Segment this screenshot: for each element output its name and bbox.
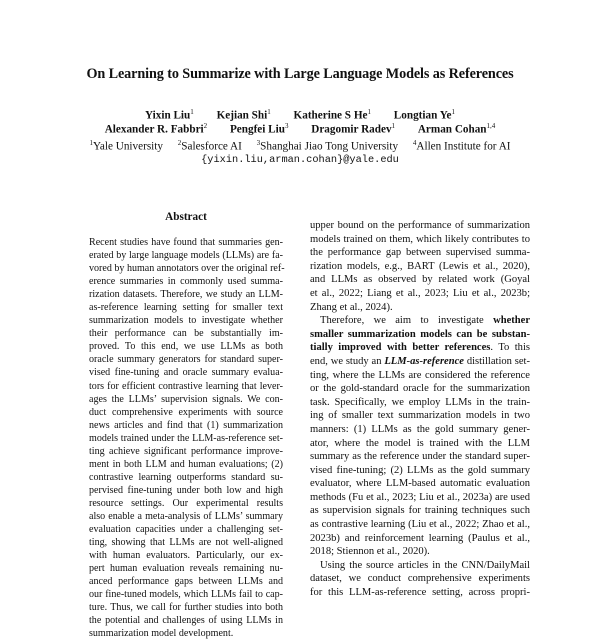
abstract-line: erence summaries in commonly used summa- xyxy=(89,276,283,288)
abstract-line: ture. Thus, we call for further studies into both xyxy=(89,602,283,614)
body-line: as contrastive learning (Liu et al., 2022; Zhao et al., xyxy=(310,519,530,531)
body-line: as supervision signals for training techniques such xyxy=(310,505,530,517)
paper-title: On Learning to Summarize with Large Language Models as References xyxy=(86,66,514,82)
body-line: for this LLM-as-reference setting, across propri- xyxy=(310,587,530,599)
abstract-line: contrastive learning outperforms standard su- xyxy=(89,471,283,483)
body-line: et al., 2022; Liang et al., 2023; Liu et al., 2023b; xyxy=(310,287,530,299)
abstract-line: rization datasets. Therefore, we study an LLM- xyxy=(89,289,283,301)
abstract-line: Recent studies have found that summaries gen- xyxy=(89,237,283,248)
body-line: ting, where the LLMs are considered the reference xyxy=(310,369,530,381)
author: Arman Cohan$^{1,4}$ xyxy=(417,122,496,136)
abstract-line: summarization models to investigate whether xyxy=(89,315,283,327)
author: Katherine S He$^1$ xyxy=(293,108,371,122)
body-line: 2023b) and reinforcement learning (Paulus et al., xyxy=(310,532,530,544)
author-list-row-1 xyxy=(30,108,570,122)
body-line: evaluator, where LLM-based automatic evaluation xyxy=(310,478,530,490)
body-line: and LLMs as observed by related work (Goyal xyxy=(310,274,530,286)
abstract-body xyxy=(89,236,283,640)
author: Yixin Liu$^1$ xyxy=(144,108,194,122)
body-line: or the gold-standard oracle for the summarization xyxy=(310,383,530,395)
body-line: smaller summarization models can be substan- xyxy=(310,328,530,340)
abstract-line: evaluation capacities under a challenging set- xyxy=(89,524,283,536)
author-list-row-2 xyxy=(30,122,570,136)
abstract-line: pervised fine-tuning under both low and high xyxy=(89,484,283,496)
body-column-right xyxy=(310,219,530,600)
abstract-line: also enable a meta-analysis of LLMs’ summary xyxy=(89,510,283,522)
contact-email: {yixin.liu,arman.cohan}@yale.edu xyxy=(201,154,399,166)
body-line: upper bound on the performance of summarization xyxy=(310,220,530,231)
body-line: rization models, e.g., BART (Lewis et al., 2020), xyxy=(310,260,530,272)
abstract-line: anced performance gaps between LLMs and xyxy=(89,576,283,588)
author: Kejian Shi$^1$ xyxy=(216,108,271,122)
affiliation: $^2$Salesforce AI xyxy=(177,139,242,153)
body-line: manners: (1) LLMs as the gold summary gener- xyxy=(310,423,530,435)
body-line: task. Specifically, we employ LLMs in the train- xyxy=(310,396,530,408)
body-line: dataset, we conduct comprehensive experiments xyxy=(310,573,530,585)
abstract-line: erated by large language models (LLMs) are fa- xyxy=(89,250,283,262)
abstract-line: their performance can be substantially im- xyxy=(89,328,283,340)
author: Dragomir Radev$^1$ xyxy=(311,122,396,136)
abstract-line: oracle summary generators for standard super- xyxy=(89,354,283,366)
abstract-line: the potential and challenges of using LLMs in xyxy=(89,615,283,627)
abstract-line: vored by human annotators over the original ref- xyxy=(89,263,285,275)
body-line: tially improved with better references. To this xyxy=(310,342,530,354)
abstract-line: ting, showing that LLMs are not well-aligned xyxy=(89,537,283,549)
abstract-line: news articles and find that (1) summarization xyxy=(89,419,283,431)
abstract-line: models trained under the LLM-as-reference set- xyxy=(89,432,283,444)
body-line: Therefore, we aim to investigate whether xyxy=(320,315,530,327)
abstract-heading: Abstract xyxy=(165,211,207,223)
abstract-line: vised fine-tuning and oracle summary evalua- xyxy=(89,367,283,379)
abstract-line: as-reference learning setting for smaller text xyxy=(89,302,283,314)
body-line: summary as the reference under the standard super- xyxy=(310,451,530,463)
abstract-line: resource settings. Our experimental results xyxy=(89,497,283,509)
author: Pengfei Liu$^3$ xyxy=(229,122,289,136)
body-line: ator, where the model is trained with the LLM xyxy=(310,437,530,449)
abstract-line: our fine-tuned models, which LLMs fail to cap- xyxy=(89,589,283,601)
body-line: Zhang et al., 2024). xyxy=(310,301,393,313)
abstract-line: with human evaluators. Particularly, our ex- xyxy=(89,550,283,562)
affiliations xyxy=(30,139,570,153)
abstract-line: ment in both LLM and human evaluations; (2) xyxy=(89,458,283,470)
author: Alexander R. Fabbri$^2$ xyxy=(104,122,208,136)
body-line: ing of smaller text summarization models in two xyxy=(310,410,530,422)
affiliation: $^1$Yale University xyxy=(89,139,163,153)
body-line: vised fine-tuning; (2) LLMs as the gold summary xyxy=(310,464,530,476)
body-line: the performance gap between supervised summa- xyxy=(310,247,530,259)
abstract-line: pert human evaluation reveals remaining nu- xyxy=(89,563,283,575)
abstract-line: ting achieve significant performance improve- xyxy=(89,445,283,457)
abstract-line: duct comprehensive experiments with source xyxy=(89,406,283,418)
affiliation: $^3$Shanghai Jiao Tong University xyxy=(256,139,399,153)
body-line: Using the source articles in the CNN/DailyMail xyxy=(320,559,530,571)
body-line: end, we study an LLM-as-reference distillation set- xyxy=(310,355,530,367)
author: Longtian Ye$^1$ xyxy=(393,108,456,122)
body-line: 2018; Stiennon et al., 2020). xyxy=(310,546,430,558)
abstract-line: proved. To this end, we use LLMs as both xyxy=(89,341,283,353)
abstract-line: tors for efficient contrastive learning that lever- xyxy=(89,380,283,392)
body-line: models trained on them, which likely contributes to xyxy=(310,233,530,245)
abstract-line: summarization model development. xyxy=(89,628,234,640)
body-line: methods (Fu et al., 2023; Liu et al., 2023a) are used xyxy=(310,491,530,503)
abstract-line: ages the LLMs’ supervision signals. We con- xyxy=(89,393,283,405)
affiliation: $^4$Allen Institute for AI xyxy=(412,139,511,153)
